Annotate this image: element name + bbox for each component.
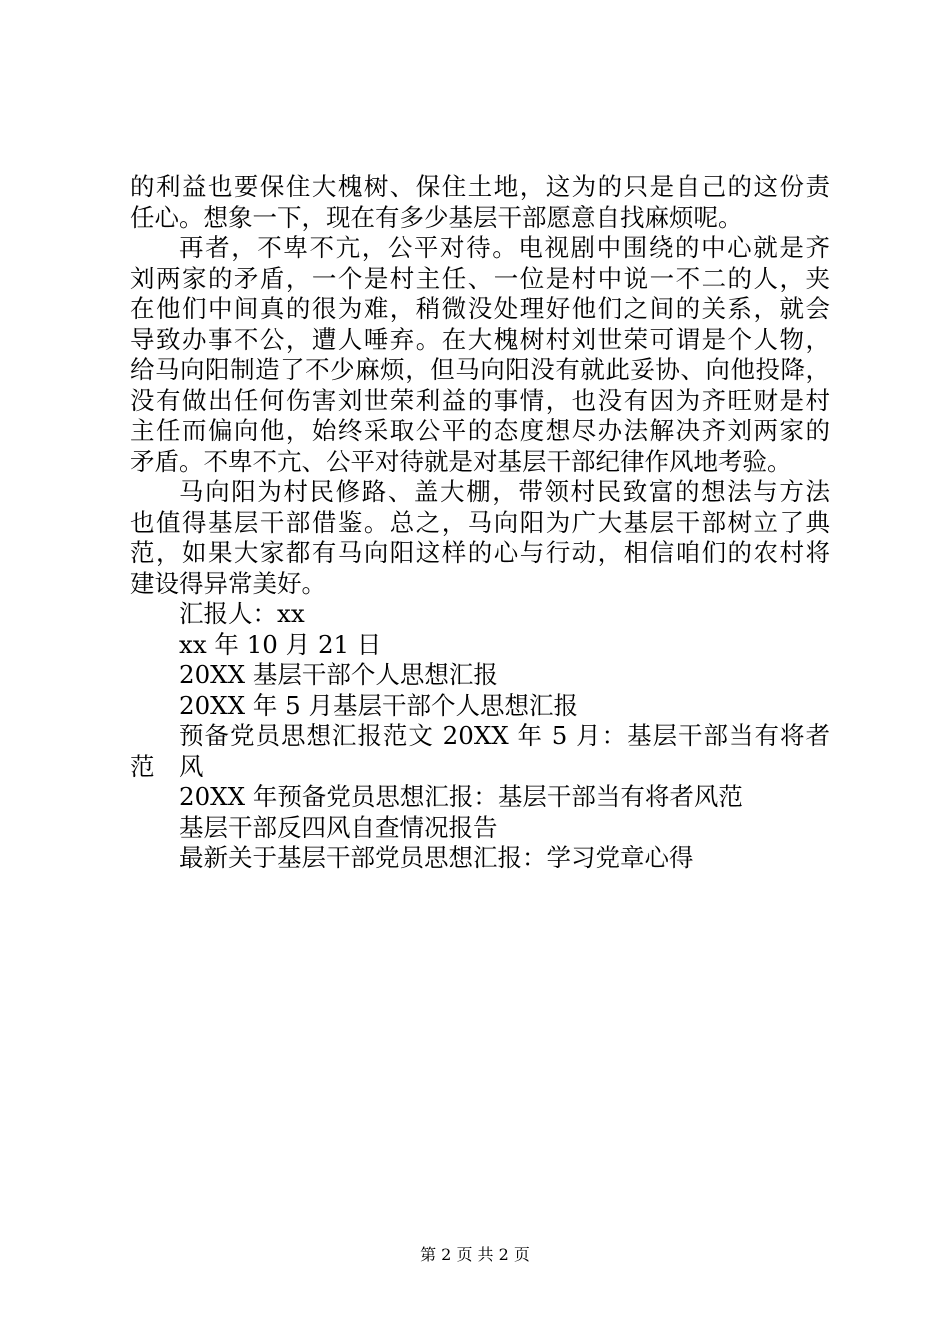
page-number: 第 2 页 共 2 页 — [420, 1245, 530, 1264]
text-line: 导致办事不公，遭人唾弃。在大槐树村刘世荣可谓是个人物， — [130, 324, 830, 354]
date-line: xx 年 10 月 21 日 — [179, 629, 382, 659]
text-line: 给马向阳制造了不少麻烦，但马向阳没有就此妥协、向他投降， — [130, 355, 830, 384]
reporter-line: 汇报人：xx — [179, 599, 305, 628]
text-line: 任心。想象一下，现在有多少基层干部愿意自找麻烦呢。 — [130, 202, 743, 232]
text-line: 也值得基层干部借鉴。总之，马向阳为广大基层干部树立了典 — [130, 507, 830, 537]
text-line: 在他们中间真的很为难，稍微没处理好他们之间的关系，就会 — [130, 294, 830, 323]
related-title-line: 基层干部反四风自查情况报告 — [179, 812, 498, 842]
paragraph-start-line: 马向阳为村民修路、盖大棚，带领村民致富的想法与方法 — [179, 477, 830, 506]
related-title-line: 20XX 基层干部个人思想汇报 — [179, 660, 498, 689]
related-title-line: 20XX 年 5 月基层干部个人思想汇报 — [179, 690, 579, 720]
text-line: 的利益也要保住大槐树、保住土地，这为的只是自己的这份责 — [130, 172, 830, 201]
related-title-line: 范 — [130, 751, 155, 781]
related-title-line: 最新关于基层干部党员思想汇报：学习党章心得 — [179, 843, 694, 872]
text-line: 主任而偏向他，始终采取公平的态度想尽办法解决齐刘两家的 — [130, 416, 830, 445]
document-body — [130, 172, 830, 874]
text-line: 范，如果大家都有马向阳这样的心与行动，相信咱们的农村将 — [130, 538, 830, 567]
text-line: 矛盾。不卑不亢、公平对待就是对基层干部纪律作风地考验。 — [130, 446, 792, 476]
related-title-line: 预备党员思想汇报范文 20XX 年 5 月：基层干部当有将者风 — [179, 721, 830, 781]
paragraph-start-line: 再者，不卑不亢，公平对待。电视剧中围绕的中心就是齐 — [179, 233, 830, 262]
text-line: 建设得异常美好。 — [130, 568, 326, 598]
text-line: 没有做出任何伤害刘世荣利益的事情，也没有因为齐旺财是村 — [130, 385, 830, 415]
text-line: 刘两家的矛盾，一个是村主任、一位是村中说一不二的人，夹 — [130, 263, 830, 293]
related-title-line: 20XX 年预备党员思想汇报：基层干部当有将者风范 — [179, 782, 743, 811]
